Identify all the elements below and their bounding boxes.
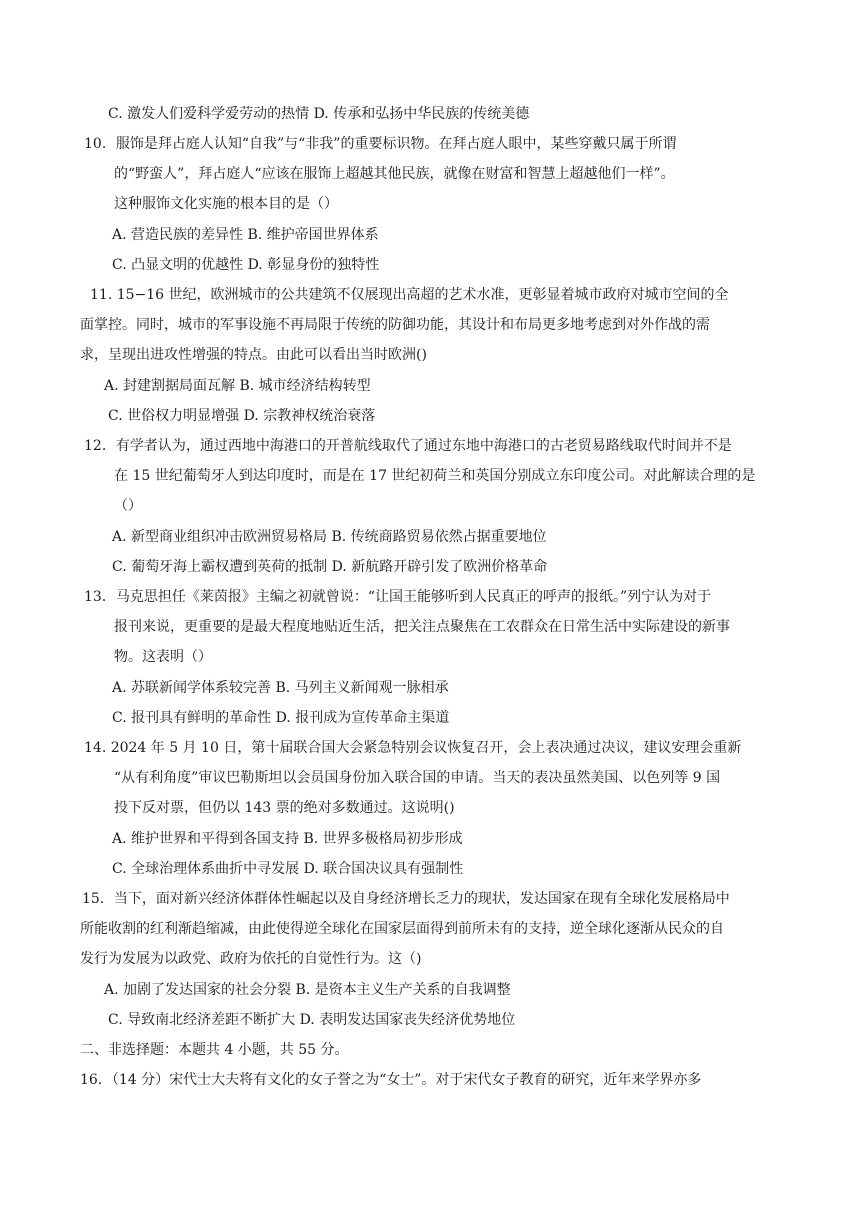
question-10-options-cd: C. 凸显文明的优越性 D. 彰显身份的独特性 (112, 257, 380, 273)
question-14-stem: 14. 2024 年 5 月 10 日，第十届联合国大会紧急特别会议恢复召开，会上表决通过决议，建议安理会重新 (84, 740, 742, 756)
text-line: 求，呈现出进攻性增强的特点。由此可以看出当时欧洲() (80, 347, 427, 363)
question-13-stem: 13．马克思担任《莱茵报》主编之初就曾说：“让国王能够听到人民真正的呼声的报纸。”列宁认为对于 (84, 589, 712, 605)
question-12-options-cd: C. 葡萄牙海上霸权遭到英荷的抵制 D. 新航路开辟引发了欧洲价格革命 (112, 559, 548, 575)
question-11-stem: 11. 15−16 世纪，欧洲城市的公共建筑不仅展现出高超的艺术水准，更彰显着城市政府对城市空间的全 (90, 287, 729, 303)
question-12-stem: 12．有学者认为，通过西地中海港口的开普航线取代了通过东地中海港口的古老贸易路线取代时间并不是 (84, 438, 732, 454)
text-line: 所能收割的红利渐趋缩减，由此使得逆全球化在国家层面得到前所未有的支持，逆全球化逐渐从民众的自 (80, 921, 724, 937)
question-13-options-ab: A. 苏联新闻学体系较完善 B. 马列主义新闻观一脉相承 (112, 680, 449, 696)
question-15-stem: 15．当下，面对新兴经济体群体性崛起以及自身经济增长乏力的现状，发达国家在现有全球化发展格局中 (82, 891, 730, 907)
question-15-options-cd: C. 导致南北经济差距不断扩大 D. 表明发达国家丧失经济优势地位 (108, 1012, 516, 1028)
text-line: 的“野蛮人”，拜占庭人“应该在服饰上超越其他民族，就像在财富和智慧上超越他们一样”。 (114, 166, 675, 182)
text-line: 在 15 世纪葡萄牙人到达印度时，而是在 17 世纪初荷兰和英国分别成立东印度公司。对此解读合理的是 (114, 468, 756, 484)
question-14-options-ab: A. 维护世界和平得到各国支持 B. 世界多极格局初步形成 (112, 831, 463, 847)
text-line: 面掌控。同时，城市的军事设施不再局限于传统的防御功能，其设计和布局更多地考虑到对外作战的需 (80, 317, 710, 333)
question-10-options-ab: A. 营造民族的差异性 B. 维护帝国世界体系 (112, 227, 379, 243)
question-15-options-ab: A. 加剧了发达国家的社会分裂 B. 是资本主义生产关系的自我调整 (104, 982, 511, 998)
question-14-options-cd: C. 全球治理体系曲折中寻发展 D. 联合国决议具有强制性 (112, 861, 464, 877)
text-line: 投下反对票，但仍以 143 票的绝对多数通过。这说明() (114, 800, 455, 816)
text-line: 报刊来说，更重要的是最大程度地贴近生活，把关注点聚焦在工农群众在日常生活中实际建设的新事 (114, 619, 730, 635)
question-11-options-ab: A. 封建割据局面瓦解 B. 城市经济结构转型 (104, 378, 371, 394)
text-line: C. 激发人们爱科学爱劳动的热情 D. 传承和弘扬中华民族的传统美德 (108, 106, 530, 122)
question-16-stem: 16．（14 分）宋代士大夫将有文化的女子誉之为“女士”。对于宋代女子教育的研究，近年来学界亦多 (80, 1072, 702, 1088)
section-heading: 二、非选择题：本题共 4 小题，共 55 分。 (80, 1042, 349, 1058)
question-10-stem: 10．服饰是拜占庭人认知“自我”与“非我”的重要标识物。在拜占庭人眼中，某些穿戴只属于所谓 (84, 136, 677, 152)
text-line: “从有利角度”审议巴勒斯坦以会员国身份加入联合国的申请。当天的表决虽然美国、以色列等 9 国 (114, 770, 721, 786)
question-11-options-cd: C. 世俗权力明显增强 D. 宗教神权统治衰落 (108, 408, 376, 424)
text-line: 发行为发展为以政党、政府为依托的自觉性行为。这（) (80, 951, 422, 967)
text-line: 物。这表明（） (114, 649, 212, 665)
question-13-options-cd: C. 报刊具有鲜明的革命性 D. 报刊成为宣传革命主渠道 (112, 710, 450, 726)
text-line: 这种服饰文化实施的根本目的是（） (114, 196, 338, 212)
text-line: （） (114, 498, 142, 514)
question-12-options-ab: A. 新型商业组织冲击欧洲贸易格局 B. 传统商路贸易依然占据重要地位 (112, 529, 547, 545)
